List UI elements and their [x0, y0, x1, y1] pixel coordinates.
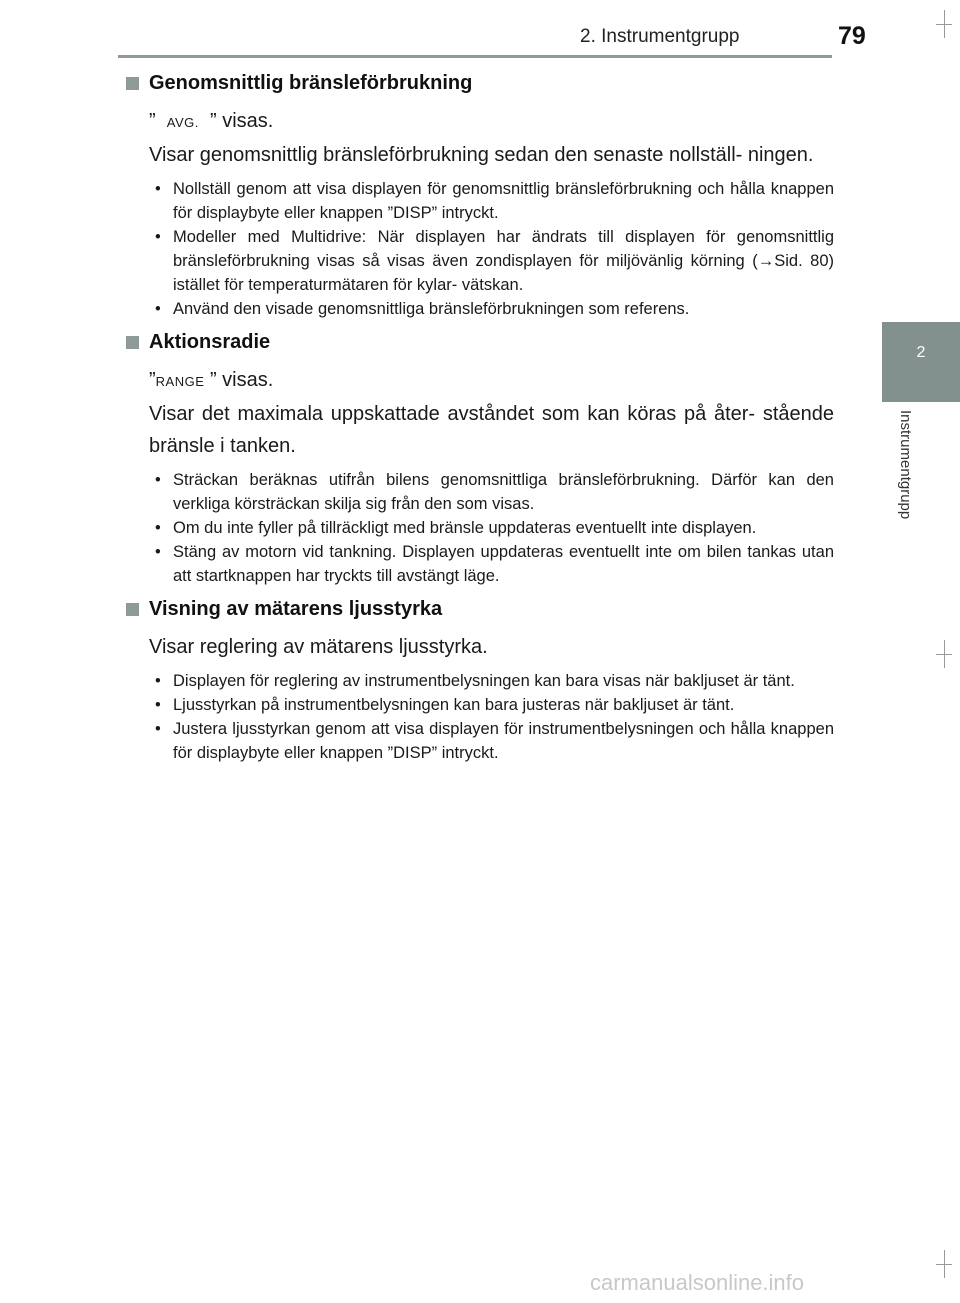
chapter-number: 2	[916, 344, 926, 361]
section-heading-text: Genomsnittlig bränsleförbrukning	[149, 72, 473, 94]
list-item: • Nollställ genom att visa displayen för genomsnittlig bränsleförbrukning och hålla knappen för displaybyte eller knappen ”DISP” intryckt.	[149, 177, 834, 225]
section-brightness	[126, 598, 834, 765]
display-suffix: ” visas.	[210, 110, 274, 132]
header-rule	[118, 55, 832, 58]
square-bullet-icon	[126, 603, 139, 616]
list-item: • Om du inte fyller på tillräckligt med bränsle uppdateras eventuellt inte displayen.	[149, 516, 834, 540]
list-item: • Justera ljusstyrkan genom att visa displayen för instrumentbelysningen och hålla knappen för displaybyte eller knappen ”DISP” intryckt.	[149, 717, 834, 765]
watermark: carmanualsonline.info	[590, 1270, 805, 1295]
display-text: AVG.	[166, 115, 199, 130]
chapter-label: Instrumentgrupp	[897, 410, 914, 520]
bullet-list	[149, 468, 834, 588]
list-item: • Sträckan beräknas utifrån bilens genomsnittliga bränsleförbrukning. Därför kan den verkliga körsträckan skilja sig från den som visas.	[149, 468, 834, 516]
bullet-list	[149, 177, 834, 321]
section-description: Visar det maximala uppskattade avståndet som kan köras på åter- stående bränsle i tanken.	[149, 403, 834, 457]
section-description: Visar reglering av mätarens ljusstyrka.	[149, 636, 488, 658]
header-title: 2. Instrumentgrupp	[580, 26, 740, 47]
crop-mark-icon	[936, 24, 952, 25]
display-text: RANGE	[155, 374, 205, 389]
list-item: • Ljusstyrkan på instrumentbelysningen kan bara justeras när bakljuset är tänt.	[149, 693, 834, 717]
section-description: Visar genomsnittlig bränsleförbrukning sedan den senaste nollställ- ningen.	[149, 144, 814, 166]
square-bullet-icon	[126, 336, 139, 349]
list-item: • Använd den visade genomsnittliga bränsleförbrukningen som referens.	[149, 297, 834, 321]
page-content	[126, 72, 834, 775]
section-heading	[126, 72, 834, 95]
page-number: 79	[838, 22, 866, 50]
chapter-tab	[882, 322, 960, 402]
section-average-fuel	[126, 72, 834, 321]
section-heading	[126, 598, 834, 621]
display-suffix: ” visas.	[209, 369, 274, 391]
section-heading	[126, 331, 834, 354]
list-item: • Displayen för reglering av instrumentbelysningen kan bara visas när bakljuset är tänt.	[149, 669, 834, 693]
section-heading-text: Aktionsradie	[149, 331, 271, 353]
list-item: • Stäng av motorn vid tankning. Displayen uppdateras eventuellt inte om bilen tankas utan att startknappen har tryckts till avstängt läge.	[149, 540, 834, 588]
display-line: ”RANGE ” visas.	[149, 369, 274, 391]
section-range	[126, 331, 834, 588]
crop-mark-icon	[936, 1264, 952, 1265]
section-heading-text: Visning av mätarens ljusstyrka	[149, 598, 443, 620]
bullet-list	[149, 669, 834, 765]
crop-mark-icon	[936, 654, 952, 655]
display-line: ” AVG. ” visas.	[149, 110, 274, 132]
square-bullet-icon	[126, 77, 139, 90]
list-item: • Modeller med Multidrive: När displayen har ändrats till displayen för genomsnittlig bränsleförbrukning visas så visas även zondisplayen för miljövänlig körning (→Sid. 80) istället för temperaturmätaren för kylar- vätskan.	[149, 225, 834, 297]
